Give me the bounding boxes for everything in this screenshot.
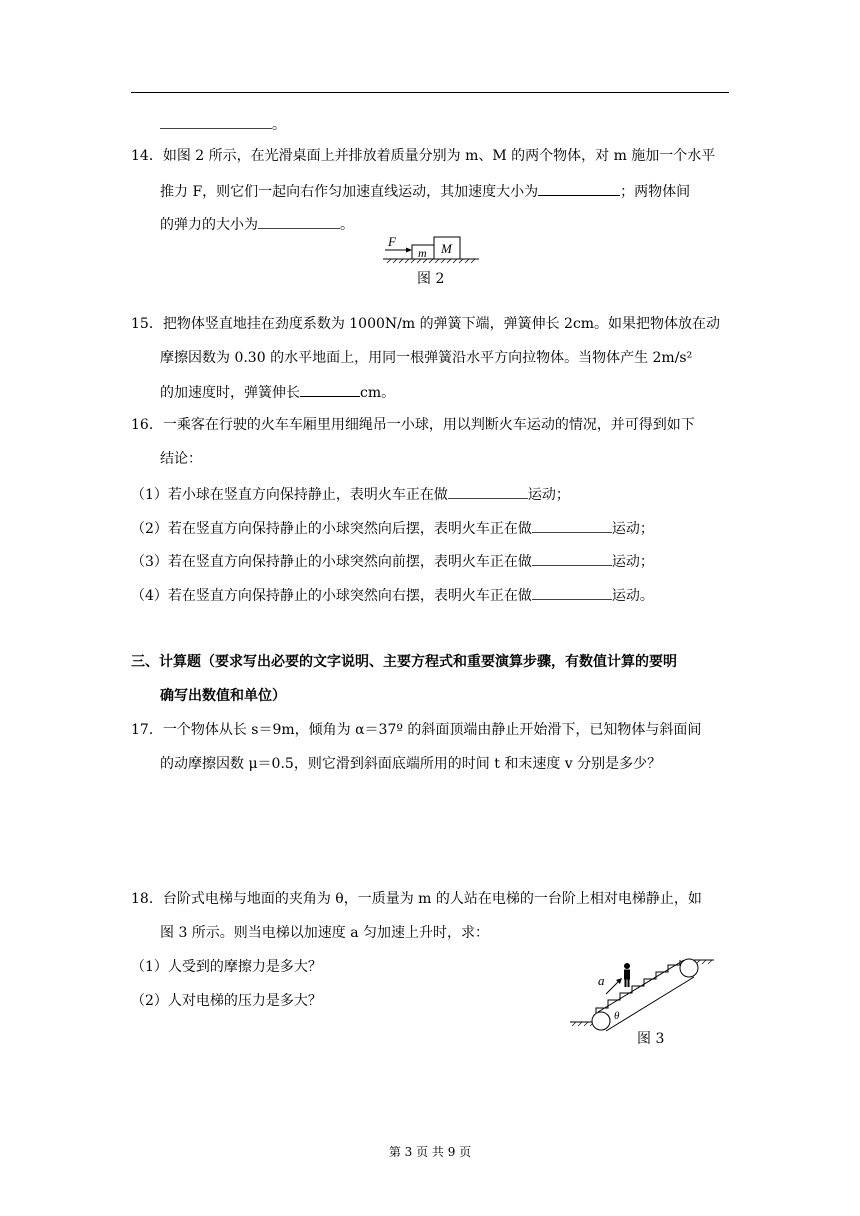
answer-blank[interactable]: [258, 214, 340, 229]
q16-sub1: （1）若小球在竖直方向保持静止，表明火车正在做 运动；: [131, 484, 570, 505]
q18-line1: 18．台阶式电梯与地面的夹角为 θ，一质量为 m 的人站在电梯的一台阶上相对电梯静止，如: [131, 891, 702, 907]
q15-line1: 15．把物体竖直地挂在劲度系数为 1000N/m 的弹簧下端，弹簧伸长 2cm。如果把物体放在动: [131, 316, 721, 332]
q15-line3: 的加速度时，弹簧伸长 cm。: [160, 382, 395, 403]
figure-2-caption: 图 2: [417, 271, 445, 287]
label-F: F: [388, 234, 396, 249]
answer-blank[interactable]: [300, 382, 360, 397]
q13-tail: 。: [160, 114, 286, 135]
q14-line2: 推力 F，则它们一起向右作匀加速直线运动，其加速度大小为 ；两物体间: [160, 181, 690, 202]
answer-blank[interactable]: [532, 551, 612, 566]
answer-blank[interactable]: [538, 181, 620, 196]
q16-sub2: （2）若在竖直方向保持静止的小球突然向后摆，表明火车正在做 运动；: [131, 518, 654, 539]
figure-3-caption: 图 3: [637, 1031, 665, 1047]
answer-blank[interactable]: [532, 518, 612, 533]
answer-blank[interactable]: [160, 114, 272, 129]
q17-line2: 的动摩擦因数 μ＝0.5，则它滑到斜面底端所用的时间 t 和末速度 v 分别是多少？: [160, 756, 662, 772]
person-icon: [624, 963, 630, 987]
section3-heading-line1: 三、计算题（要求写出必要的文字说明、主要方程式和重要演算步骤，有数值计算的要明: [131, 654, 677, 670]
q17-line1: 17．一个物体从长 s＝9m，倾角为 α＝37º 的斜面顶端由静止开始滑下，已知物体与斜面间: [131, 722, 702, 738]
label-m: m: [418, 246, 427, 260]
label-M: M: [441, 241, 452, 256]
q16-line1: 16．一乘客在行驶的火车车厢里用细绳吊一小球，用以判断火车运动的情况，并可得到如下: [131, 417, 695, 433]
section3-heading-line2: 确写出数值和单位）: [160, 688, 286, 704]
q16-sub3: （3）若在竖直方向保持静止的小球突然向前摆，表明火车正在做 运动；: [131, 551, 654, 572]
q14-line1: 14．如图 2 所示，在光滑桌面上并排放着质量分别为 m、M 的两个物体，对 m 施加一个水平: [131, 148, 716, 164]
header-rule: [131, 92, 729, 93]
figure-3: [568, 952, 718, 1034]
label-theta: θ: [614, 1010, 620, 1022]
q16-line2: 结论：: [160, 451, 202, 467]
q18-line2: 图 3 所示。则当电梯以加速度 a 匀加速上升时，求：: [160, 925, 490, 941]
q16-sub4: （4）若在竖直方向保持静止的小球突然向右摆，表明火车正在做 运动。: [131, 585, 654, 606]
q18-sub1: （1）人受到的摩擦力是多大？: [131, 959, 322, 975]
answer-blank[interactable]: [448, 484, 528, 499]
q14-line3: 的弹力的大小为 。: [160, 214, 354, 235]
page-footer: 第 3 页 共 9 页: [388, 1145, 472, 1159]
q15-line2: 摩擦因数为 0.30 的水平地面上，用同一根弹簧沿水平方向拉物体。当物体产生 2m/s²: [160, 350, 693, 366]
label-a: a: [598, 973, 605, 988]
figure-2: [383, 234, 483, 270]
q18-sub2: （2）人对电梯的压力是多大？: [131, 993, 322, 1009]
answer-blank[interactable]: [532, 585, 612, 600]
